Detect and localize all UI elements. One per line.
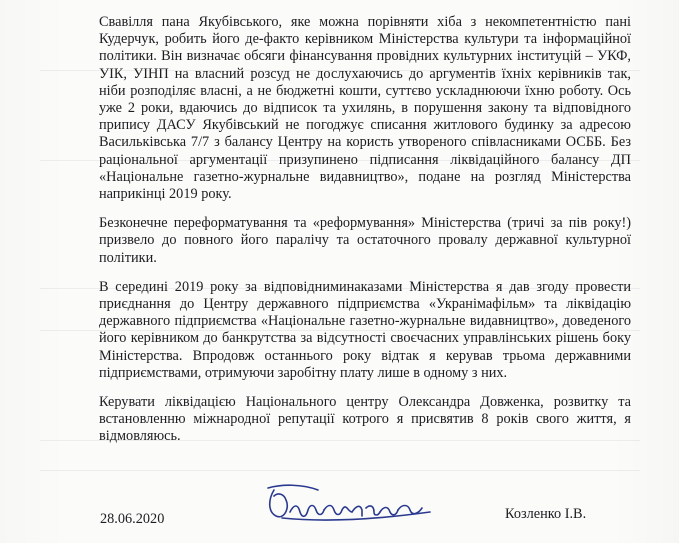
document-date: 28.06.2020: [100, 511, 165, 527]
letter-body: [99, 14, 631, 446]
handwritten-signature: [262, 482, 442, 526]
bleed-through-line: [40, 470, 640, 471]
signatory-name: Козленко І.В.: [505, 506, 587, 522]
paragraph-4: Керувати ліквідацією Національного центру Олександра Довженка, розвитку та встановленню міжнародної репутації котрого я присвятив 8 років свого життя, я відмовляюсь.: [99, 394, 631, 445]
paragraph-3: В середині 2019 року за відповідниминаказами Міністерства я дав згоду провести приєднання до Центру державного підприємства «Укранімафільм» та ліквідацію державного підприємства «Національне газетно-журнальне видавництво», доведеного його керівником до банкрутства за відсутності своєчасних управлінських рішень боку Міністерства. Впродовж останнього року відтак я керував трьома державними підприємствами, отримуючи заробітну плату лише в одному з них.: [99, 278, 631, 381]
paragraph-2: Безконечне переформатування та «реформування» Міністерства (тричі за пів року!) призвело до повного його паралічу та остаточного провалу державної культурної політики.: [99, 215, 631, 266]
paragraph-1: Свавілля пана Якубівського, яке можна порівняти хіба з некомпетентністю пані Кудерчук, робить його де-факто керівником Міністерства культури та інформаційної політики. Він визначає обсяги фінансування провідних культурних інституцій – УКФ, УІК, УІНП на власний розсуд не дослухаючись до аргументів їхніх керівників так, ніби розподіляє власні, а не бюджетні кошти, суттєво ускладнюючи їхню роботу. Ось уже 2 роки, вдаючись до відписок та ухилянь, в порушення закону та відповідного припису ДАСУ Якубівський не погоджує списання житлового будинку за адресою Васильківська 7/7 з балансу Центру на користь утвореного співласниками ОСББ. Без раціональної аргументації призупинено підписання ліквідаційного балансу ДП «Національне газетно-журнальне видавництво», подане на розгляд Міністерства наприкінці 2019 року.: [99, 14, 631, 203]
